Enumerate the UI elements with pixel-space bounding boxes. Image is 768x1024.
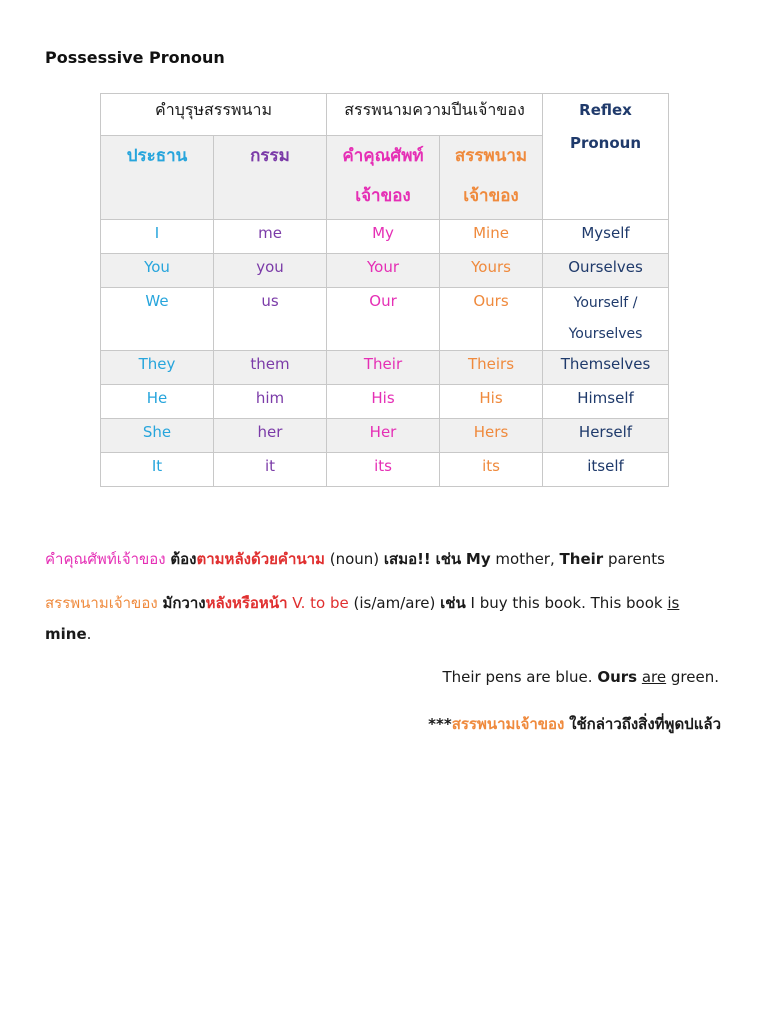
cell-subject: He — [101, 385, 214, 419]
note1-ex1-rest: mother, — [495, 550, 555, 568]
table-row — [101, 254, 669, 288]
cell-subject: She — [101, 419, 214, 453]
note2-position: หลังหรือหน้า — [205, 594, 288, 612]
header-possessive-pronoun — [440, 136, 543, 220]
table-row — [101, 220, 669, 254]
table-row — [101, 351, 669, 385]
cell-reflexive: Themselves — [543, 351, 669, 385]
cell-reflexive — [543, 288, 669, 351]
header-adj-line1: คำคุณศัพท์ — [342, 146, 424, 166]
table-row — [101, 419, 669, 453]
note1-term: คำคุณศัพท์เจ้าของ — [45, 550, 166, 568]
example-rest: green. — [670, 668, 719, 686]
cell-object: you — [214, 254, 327, 288]
header-adj-line2: เจ้าของ — [355, 186, 411, 206]
cell-pronoun: Mine — [440, 220, 543, 254]
cell-reflexive: itself — [543, 453, 669, 487]
cell-adjective: Your — [327, 254, 440, 288]
note-possessive-adjective — [45, 547, 665, 571]
example-sentence — [442, 668, 719, 686]
cell-subject: I — [101, 220, 214, 254]
note1-ex1-bold: My — [465, 550, 491, 568]
note2-term: สรรพนามเจ้าของ — [45, 594, 158, 612]
cell-object: him — [214, 385, 327, 419]
cell-adjective: Her — [327, 419, 440, 453]
cell-reflexive: Herself — [543, 419, 669, 453]
cell-pronoun: Theirs — [440, 351, 543, 385]
cell-adjective: His — [327, 385, 440, 419]
note1-noun: (noun) — [329, 550, 380, 568]
cell-pronoun: Yours — [440, 254, 543, 288]
cell-object: us — [214, 288, 327, 351]
note2-example-word: เช่น — [440, 594, 466, 612]
header-personal-pronoun: คำบุรุษสรรพนาม — [101, 94, 327, 136]
note1-ex2-bold: Their — [559, 550, 604, 568]
note2-is: is — [667, 594, 680, 612]
cell-pronoun: Hers — [440, 419, 543, 453]
note1-ex2-rest: parents — [607, 550, 665, 568]
header-reflexive-line1: Reflex — [579, 101, 632, 119]
example-ours: Ours — [597, 668, 638, 686]
note3-stars: *** — [428, 715, 452, 733]
cell-subject: They — [101, 351, 214, 385]
note3-term: สรรพนามเจ้าของ — [451, 715, 565, 733]
note2-sentence: I buy this book. This book — [470, 594, 663, 612]
cell-pronoun: its — [440, 453, 543, 487]
cell-object: her — [214, 419, 327, 453]
note1-always: เสมอ!! — [383, 550, 431, 568]
note2-continued — [45, 625, 91, 643]
note2-verb: V. to be — [292, 594, 349, 612]
cell-adjective: Their — [327, 351, 440, 385]
table-row — [101, 288, 669, 351]
cell-subject: We — [101, 288, 214, 351]
note3-rest: ใช้กล่าวถึงสิ่งที่พูดปแล้ว — [569, 715, 721, 733]
cell-pronoun: Ours — [440, 288, 543, 351]
note1-must: ต้อง — [170, 550, 197, 568]
cell-reflexive: Myself — [543, 220, 669, 254]
header-pron-line2: เจ้าของ — [463, 186, 519, 206]
example-are: are — [641, 668, 667, 686]
reflexive-line2: Yourselves — [568, 326, 643, 342]
cell-object: them — [214, 351, 327, 385]
cell-object: it — [214, 453, 327, 487]
note2-often: มักวาง — [162, 594, 206, 612]
header-reflexive-line2: Pronoun — [569, 134, 642, 152]
example-first: Their pens are blue. — [442, 668, 593, 686]
cell-subject: You — [101, 254, 214, 288]
pronoun-table — [100, 93, 669, 487]
note2-period: . — [86, 625, 92, 643]
table-row — [101, 385, 669, 419]
table-row — [101, 453, 669, 487]
header-reflexive — [543, 94, 669, 220]
note2-forms: (is/am/are) — [353, 594, 436, 612]
cell-adjective: My — [327, 220, 440, 254]
header-subject: ประธาน — [101, 136, 214, 220]
note1-follow: ตามหลังด้วยคำนาม — [196, 550, 325, 568]
note1-example-word: เช่น — [435, 550, 462, 568]
cell-subject: It — [101, 453, 214, 487]
cell-object: me — [214, 220, 327, 254]
cell-reflexive: Ourselves — [543, 254, 669, 288]
header-possessive-adjective — [327, 136, 440, 220]
header-possessive: สรรพนามความปีนเจ้าของ — [327, 94, 543, 136]
cell-adjective: its — [327, 453, 440, 487]
cell-reflexive: Himself — [543, 385, 669, 419]
note2-mine: mine — [45, 625, 87, 643]
header-pron-line1: สรรพนาม — [454, 146, 528, 166]
cell-adjective: Our — [327, 288, 440, 351]
page-title: Possessive Pronoun — [45, 48, 225, 67]
reflexive-line1: Yourself / — [573, 295, 638, 311]
header-object: กรรม — [214, 136, 327, 220]
cell-pronoun: His — [440, 385, 543, 419]
note-possessive-pronoun — [45, 591, 679, 615]
note-usage — [428, 712, 721, 736]
